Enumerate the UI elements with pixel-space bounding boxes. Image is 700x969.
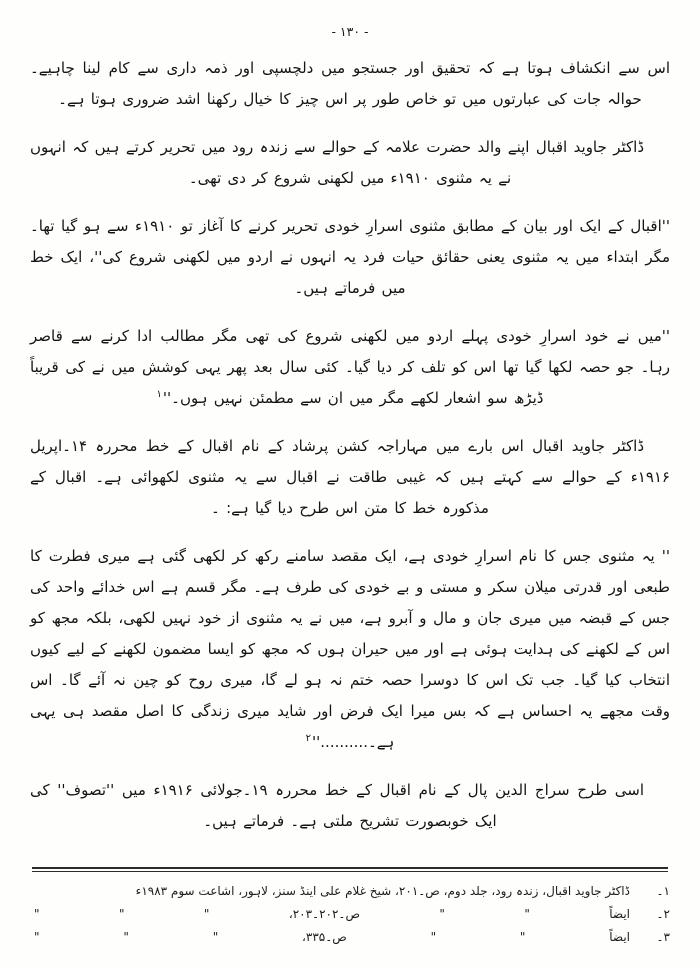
paragraph-text: ''میں نے خود اسرارِ خودی پہلے اردو میں لکھنی شروع کی تھی مگر مطالب ادا کرنے سے قاصر رہا۔ جو حصہ لکھا گیا تھا اس کو تلف کر دیا گیا۔ کئی سال بعد پھر یہی کوشش میں نے کی قریباً ڈیڑھ سو اشعار لکھے مگر میں ان سے مطمئن نہیں ہوں۔'' xyxy=(30,327,670,407)
footnote-marker-2: ۲ xyxy=(305,733,312,744)
footnote-cell-ditto: " xyxy=(212,930,219,944)
footnote-cell-ditto: " xyxy=(203,907,210,921)
paragraph-sirajuddin-pal-letter xyxy=(30,775,670,837)
page-number: - ۱۳۰ - xyxy=(331,24,369,39)
footnote-number: ۲۔ xyxy=(656,907,670,921)
footnote-ditto-cells xyxy=(34,926,630,949)
footnote-cell-ditto: " xyxy=(34,907,40,921)
footnote-row xyxy=(34,880,670,903)
footnote-number: ۱۔ xyxy=(656,884,670,898)
paragraph-quote-masnavi-letter xyxy=(30,541,670,758)
text-column xyxy=(0,39,700,843)
footnote-cell-ditto: " xyxy=(34,930,40,944)
footnote-cell-ditto: " xyxy=(118,907,125,921)
footnote-row xyxy=(34,903,670,926)
footnote-cell-ibid: ایضاً xyxy=(609,907,630,921)
paragraph-text: ڈاکٹر جاوید اقبال اپنے والد حضرت علامہ کے حوالے سے زندہ رود میں تحریر کرتے ہیں کہ انہوں نے یہ مثنوی ۱۹۱۰ء میں لکھنی شروع کر دی تھی۔ xyxy=(30,138,644,187)
footnote-marker-1: ۱ xyxy=(156,389,162,400)
footnotes xyxy=(0,880,700,949)
paragraph-quote-urdu-draft xyxy=(30,321,670,414)
footnote-row xyxy=(34,926,670,949)
footnote-cell-ditto: " xyxy=(439,907,445,921)
paragraph-quote-iqbal-statement xyxy=(30,211,670,304)
footnote-cell-ditto: " xyxy=(430,930,437,944)
paragraph-kishan-parshad-letter xyxy=(30,431,670,524)
paragraph-text: ڈاکٹر جاوید اقبال اس بارے میں مہاراجہ کشن پرشاد کے نام اقبال کے خط محررہ ۱۴۔اپریل ۱۹۱۶ء کے حوالے سے کہتے ہیں کہ غیبی طاقت نے اقبال سے یہ مثنوی لکھوائی ہے۔ اقبال کے مذکورہ خط کا متن اس طرح دیا گیا ہے: ۔ xyxy=(30,437,670,517)
paragraph-text: ''اقبال کے ایک اور بیان کے مطابق مثنوی اسرارِ خودی تحریر کرنے کا آغاز تو ۱۹۱۰ء سے ہو گیا تھا۔ مگر ابتداء میں یہ مثنوی یعنی حقائق حیات فرد یہ انہوں نے اردو میں لکھنی شروع کی''، ایک خط میں فرماتے ہیں۔ xyxy=(30,217,670,297)
footnote-cell-page-ref: ص۔۲۰۲۔۲۰۳، xyxy=(288,907,360,921)
footnote-separator-rule xyxy=(32,867,668,872)
paragraph-text: '' یہ مثنوی جس کا نام اسرارِ خودی ہے، ایک مقصد سامنے رکھ کر لکھی گئی ہے میری فطرت کا طبعی اور قدرتی میلان سکر و مستی و بے خودی کی طرف ہے۔ مگر قسم ہے اس خدائے واحد کی جس کے قبضہ میں میری جان و مال و آبرو ہے، میں نے یہ مثنوی از خود نہیں لکھی، بلکہ مجھ کو اس کے لکھنے کی ہدایت ہوئی ہے اور میں حیران ہوں کہ مجھ کو ایسا مضمون لکھنے کے لیے کیوں انتخاب کیا گیا۔ جب تک اس کا دوسرا حصہ ختم نہ ہو لے گا، میری روح کو چین نہ آئے گا۔ اس وقت مجھے یہ احساس ہے کہ بس میرا ایک فرض اور شاید میری زندگی کا اصل مقصد ہی یہی ہے۔..........'' xyxy=(30,547,670,751)
footnote-cell-ditto: " xyxy=(524,907,530,921)
footnote-cell-ibid: ایضاً xyxy=(609,930,630,944)
paragraph-javed-iqbal-reference xyxy=(30,132,670,194)
footnote-cell-ditto: " xyxy=(519,930,526,944)
footnote-number: ۳۔ xyxy=(656,930,670,944)
paragraph-text: اسی طرح سراج الدین پال کے نام اقبال کے خط محررہ ۱۹۔جولائی ۱۹۱۶ء میں ''تصوف'' کی ایک خوبصورت تشریح ملتی ہے۔ فرماتے ہیں۔ xyxy=(30,781,645,830)
footnote-block xyxy=(0,867,700,949)
footnote-cell-ditto: " xyxy=(123,930,129,944)
footnote-ditto-cells xyxy=(34,903,630,926)
footnote-citation: ڈاکٹر جاوید اقبال، زندہ رود، جلد دوم، ص۔۲۰۱، شیخ غلام علی اینڈ سنز، لاہور، اشاعت سوم ۱۹۸۳ء xyxy=(135,884,630,898)
paragraph-intro xyxy=(30,53,670,115)
paragraph-text: اس سے انکشاف ہوتا ہے کہ تحقیق اور جستجو میں دلچسپی اور ذمہ داری سے کام لینا چاہیے۔ حوالہ جات کی عبارتوں میں تو خاص طور پر اس چیز کا خیال رکھنا اشد ضروری ہوتا ہے۔ xyxy=(30,59,670,108)
footnote-cell-page-ref: ص۔۳۳۵، xyxy=(302,930,347,944)
